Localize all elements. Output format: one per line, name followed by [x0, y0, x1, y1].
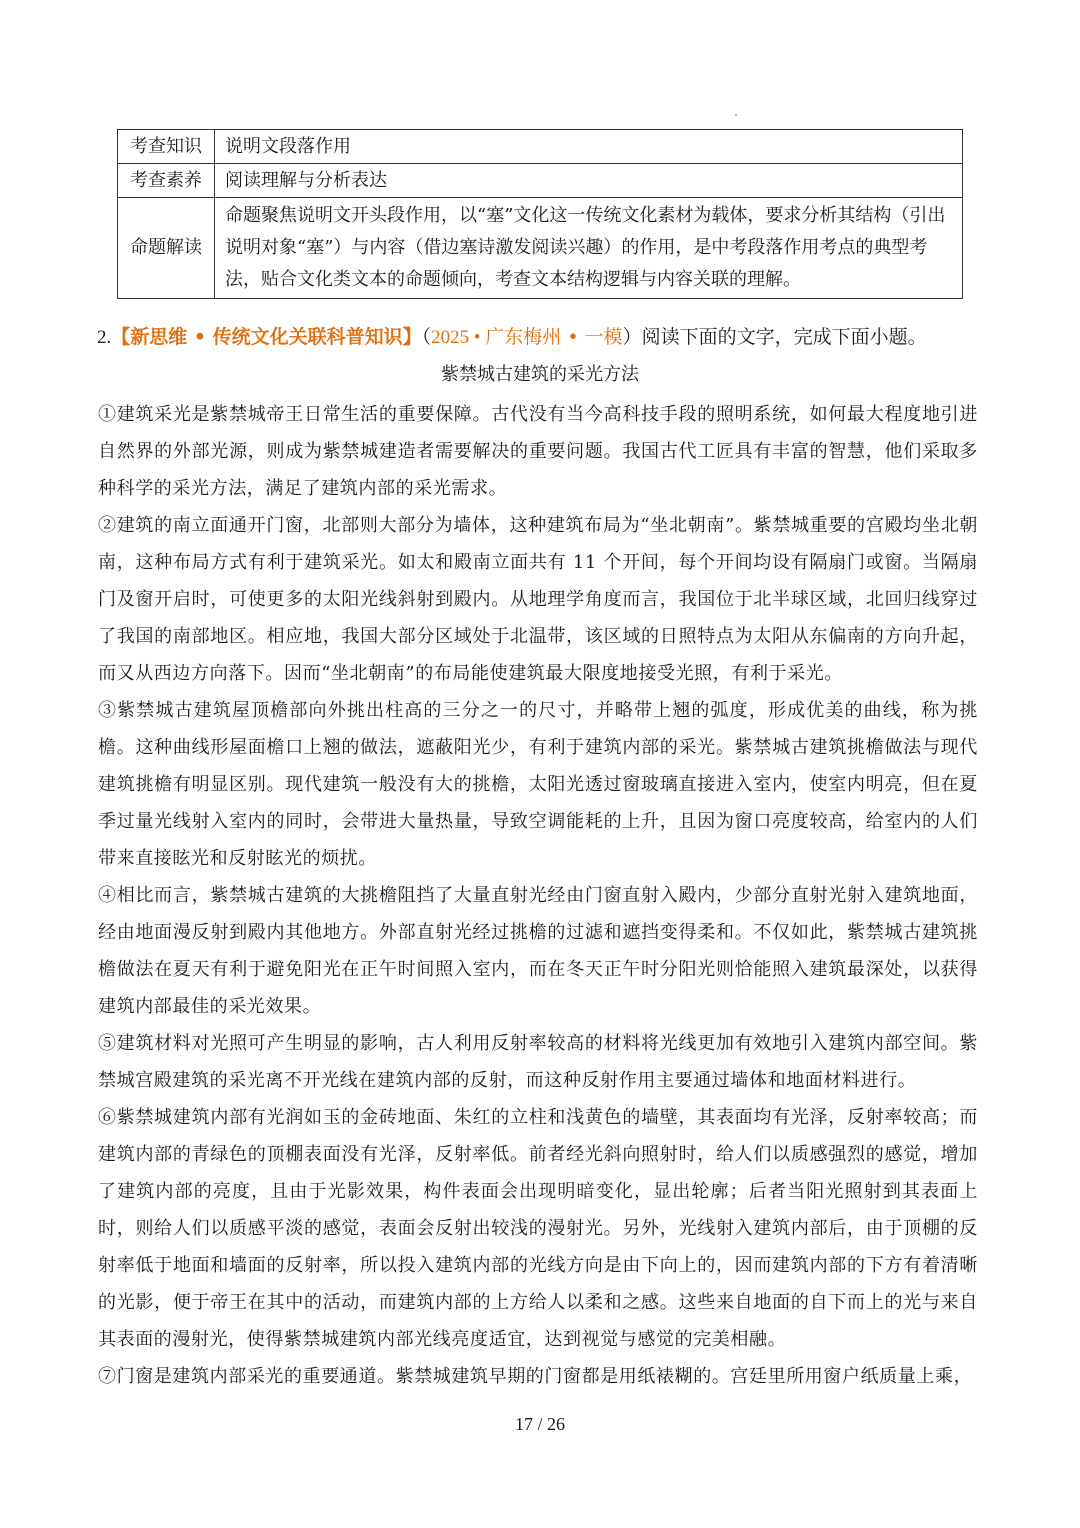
table-label: 考查素养 — [118, 164, 215, 198]
question-tag: 【新思维 • 传统文化关联科普知识】 — [111, 326, 422, 348]
article-body — [98, 396, 978, 1395]
source-paren-close: ） — [622, 326, 642, 348]
article-title: 紫禁城古建筑的采光方法 — [441, 364, 639, 385]
table-content: 阅读理解与分析表达 — [215, 164, 963, 198]
source-paren-open: （ — [421, 326, 432, 348]
paragraph: ④相比而言，紫禁城古建筑的大挑檐阻挡了大量直射光经由门窗直射入殿内，少部分直射光射入建筑地面，经由地面漫反射到殿内其他地方。外部直射光经过挑檐的过滤和遮挡变得柔和。不仅如此，紫禁城古建筑挑檐做法在夏天有利于避免阳光在正午时间照入室内，而在冬天正午时分阳光则恰能照入建筑最深处，以获得建筑内部最佳的采光效果。 — [98, 885, 978, 1017]
paragraph: ⑦门窗是建筑内部采光的重要通道。紫禁城建筑早期的门窗都是用纸裱糊的。宫廷里所用窗户纸质量上乘， — [98, 1366, 973, 1387]
scan-dot — [735, 114, 737, 116]
question-heading — [97, 322, 977, 353]
paragraph: ⑥紫禁城建筑内部有光润如玉的金砖地面、朱红的立柱和浅黄色的墙壁，其表面均有光泽，反射率较高；而建筑内部的青绿色的顶棚表面没有光泽，反射率低。前者经光斜向照射时，给人们以质感强烈的感觉，增加了建筑内部的亮度，且由于光影效果，构件表面会出现明暗变化，显出轮廓；后者当阳光照射到其表面上时，则给人们以质感平淡的感觉，表面会反射出较浅的漫射光。另外，光线射入建筑内部后，由于顶棚的反射率低于地面和墙面的反射率，所以投入建筑内部的光线方向是由下向上的，因而建筑内部的下方有着清晰的光影，便于帝王在其中的活动，而建筑内部的上方给人以柔和之感。这些来自地面的自下而上的光与来自其表面的漫射光，使得紫禁城建筑内部光线亮度适宜，达到视觉与感觉的完美相融。 — [98, 1107, 978, 1350]
question-number: 2. — [97, 327, 112, 348]
paragraph: ②建筑的南立面通开门窗，北部则大部分为墙体，这种建筑布局为“坐北朝南”。紫禁城重要的宫殿均坐北朝南，这种布局方式有利于建筑采光。如太和殿南立面共有 11 个开间，每个开间均设有隔扇门或窗。当隔扇门及窗开启时，可使更多的太阳光线斜射到殿内。从地理学角度而言，我国位于北半球区域，北回归线穿过了我国的南部地区。相应地，我国大部分区域处于北温带，该区域的日照特点为太阳从东偏南的方向升起，而又从西边方向落下。因而“坐北朝南”的布局能使建筑最大限度地接受光照，有利于采光。 — [98, 515, 978, 684]
table-content: 说明文段落作用 — [215, 130, 963, 164]
question-instruction: 阅读下面的文字，完成下面小题。 — [641, 326, 927, 348]
question-source-year: 2025 • — [431, 327, 486, 348]
paragraph: ⑤建筑材料对光照可产生明显的影响，古人利用反射率较高的材料将光线更加有效地引入建筑内部空间。紫禁城宫殿建筑的采光离不开光线在建筑内部的反射，而这种反射作用主要通过墙体和地面材料进行。 — [98, 1033, 978, 1091]
table-label: 考查知识 — [118, 130, 215, 164]
table-label: 命题解读 — [118, 198, 215, 299]
page-number: 17 / 26 — [514, 1414, 565, 1434]
paragraph: ①建筑采光是紫禁城帝王日常生活的重要保障。古代没有当今高科技手段的照明系统，如何最大程度地引进自然界的外部光源，则成为紫禁城建造者需要解决的重要问题。我国古代工匠具有丰富的智慧，他们采取多种科学的采光方法，满足了建筑内部的采光需求。 — [98, 404, 978, 499]
question-source-place: 广东梅州 • 一模 — [485, 326, 623, 348]
table-row — [118, 130, 963, 164]
table-row — [118, 164, 963, 198]
table-row — [118, 198, 963, 299]
paragraph: ③紫禁城古建筑屋顶檐部向外挑出柱高的三分之一的尺寸，并略带上翘的弧度，形成优美的曲线，称为挑檐。这种曲线形屋面檐口上翘的做法，遮蔽阳光少，有利于建筑内部的采光。紫禁城古建筑挑檐做法与现代建筑挑檐有明显区别。现代建筑一般没有大的挑檐，太阳光透过窗玻璃直接进入室内，使室内明亮，但在夏季过量光线射入室内的同时，会带进大量热量，导致空调能耗的上升，且因为窗口亮度较高，给室内的人们带来直接眩光和反射眩光的烦扰。 — [98, 700, 978, 869]
table-content: 命题聚焦说明文开头段作用，以“塞”文化这一传统文化素材为载体，要求分析其结构（引出说明对象“塞”）与内容（借边塞诗激发阅读兴趣）的作用，是中考段落作用考点的典型考法，贴合文化类文本的命题倾向，考查文本结构逻辑与内容关联的理解。 — [215, 198, 963, 299]
analysis-table — [117, 129, 963, 299]
